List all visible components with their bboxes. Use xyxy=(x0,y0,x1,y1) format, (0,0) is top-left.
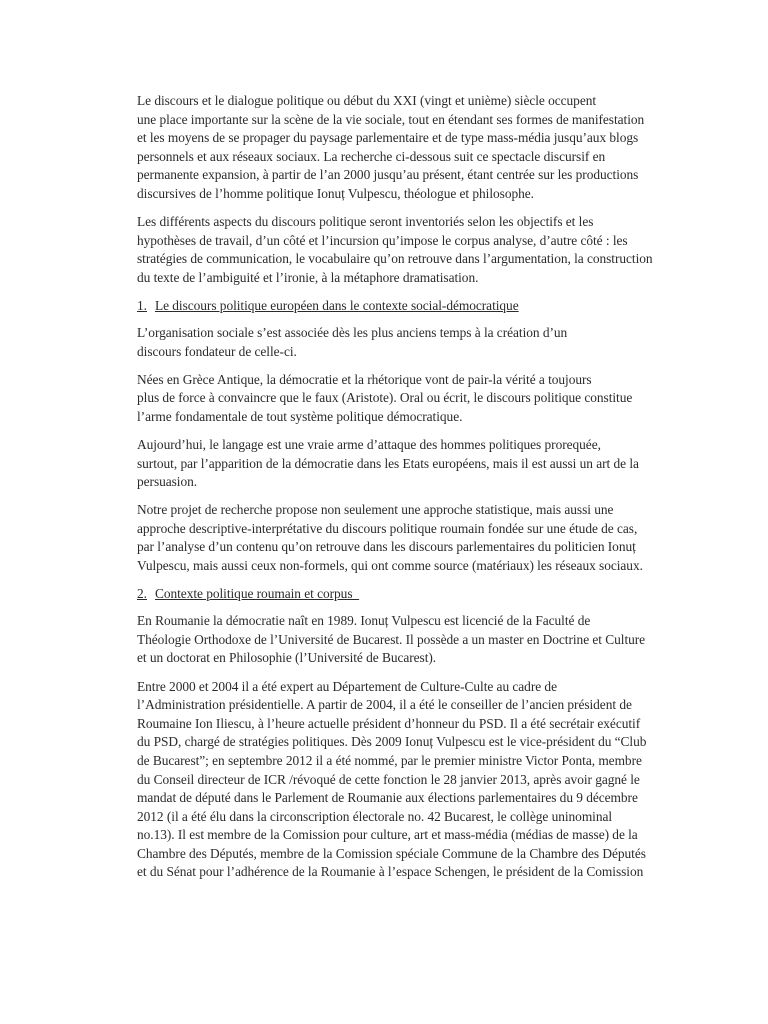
document-body xyxy=(116,92,659,892)
section-title: Le discours politique européen dans le contexte social-démocratique xyxy=(154,297,519,313)
text-line: Vulpescu, mais aussi ceux non-formels, qui ont comme source (matériaux) les réseaux sociaux. xyxy=(137,558,643,574)
section-number: 1. xyxy=(137,297,147,313)
text-line: et du Sénat pour l’adhérence de la Roumanie à l’espace Schengen, le président de la Comission xyxy=(137,864,644,880)
text-line: Aujourd’hui, le langage est une vraie arme d’attaque des hommes politiques prorequée, xyxy=(137,437,601,452)
text-line: de Bucarest”; en septembre 2012 il a été nommé, par le premier ministre Victor Ponta, membre xyxy=(137,752,642,768)
text-line: discursives de l’homme politique Ionuț Vulpescu, théologue et philosophe. xyxy=(137,185,534,201)
text-line: discours fondateur de celle-ci. xyxy=(137,343,297,359)
paragraph-langage xyxy=(116,436,659,492)
section-number: 2. xyxy=(137,586,147,602)
text-line: par l’analyse d’un contenu qu’on retrouve dans les discours parlementaires du politicien Ionuț xyxy=(137,539,636,555)
section-heading-2 xyxy=(116,585,659,604)
paragraph-roumanie xyxy=(116,612,659,668)
text-line: mandat de député dans le Parlement de Roumanie aux élections parlementaires du 9 décembre xyxy=(137,790,638,806)
text-line: permanente expansion, à partir de l’an 2000 jusqu’au présent, étant centrée sur les productions xyxy=(137,167,639,183)
text-line: Notre projet de recherche propose non seulement une approche statistique, mais aussi une xyxy=(137,502,614,518)
paragraph-projet xyxy=(116,501,659,575)
text-line: Le discours et le dialogue politique ou début du XXI (vingt et unième) siècle occupent xyxy=(137,93,597,108)
paragraph-grece xyxy=(116,371,659,427)
section-title: Contexte politique roumain et corpus xyxy=(154,586,360,602)
paragraph-aspects xyxy=(116,213,659,287)
text-line: Chambre des Députés, membre de la Comission spéciale Commune de la Chambre des Députés xyxy=(137,845,646,861)
text-line: une place importante sur la scène de la vie sociale, tout en étendant ses formes de manifestation xyxy=(137,111,645,127)
text-line: En Roumanie la démocratie naît en 1989. Ionuț Vulpescu est licencié de la Faculté de xyxy=(137,613,591,629)
text-line: Les différents aspects du discours politique seront inventoriés selon les objectifs et les xyxy=(137,214,594,230)
text-line: Nées en Grèce Antique, la démocratie et la rhétorique vont de pair-la vérité a toujours xyxy=(137,371,592,387)
text-line: et un doctorat en Philosophie (l’Université de Bucarest). xyxy=(137,650,437,666)
text-line: stratégies de communication, le vocabulaire qu’on retrouve dans l’argumentation, la construction xyxy=(137,251,653,267)
section-heading-1 xyxy=(116,297,659,316)
text-line: du PSD, chargé de stratégies politiques. Dès 2009 Ionuț Vulpescu est le vice-président du “Club xyxy=(137,734,647,750)
text-line: persuasion. xyxy=(137,474,198,490)
paragraph-intro xyxy=(116,92,659,204)
text-line: Entre 2000 et 2004 il a été expert au Département de Culture-Culte au cadre de xyxy=(137,678,557,694)
text-line: L’organisation sociale s’est associée dès les plus anciens temps à la création d’un xyxy=(137,325,568,341)
text-line: du texte de l’ambiguité et l’ironie, à la métaphore dramatisation. xyxy=(137,269,479,285)
text-line: l’Administration présidentielle. A partir de 2004, il a été le conseiller de l’ancien président de xyxy=(137,697,632,713)
text-line: l’arme fondamentale de tout système politique démocratique. xyxy=(137,408,463,424)
text-line: surtout, par l’apparition de la démocratie dans les Etats européens, mais il est aussi un art de la xyxy=(137,455,639,471)
text-line: plus de force à convaincre que le faux (Aristote). Oral ou écrit, le discours politique constitue xyxy=(137,390,633,406)
text-line: no.13). Il est membre de la Comission pour culture, art et mass-média (médias de masse) de la xyxy=(137,827,638,843)
paragraph-carriere xyxy=(116,678,659,883)
text-line: hypothèses de travail, d’un côté et l’incursion qu’impose le corpus analyse, d’autre côté : les xyxy=(137,232,628,248)
text-line: Théologie Orthodoxe de l’Université de Bucarest. Il possède a un master en Doctrine et Culture xyxy=(137,631,646,647)
text-line: 2012 (il a été élu dans la circonscription électorale no. 42 Bucarest, le collège uninominal xyxy=(137,808,613,824)
text-line: du Conseil directeur de ICR /révoqué de cette fonction le 28 janvier 2013, après avoir gagné le xyxy=(137,771,640,787)
paragraph-organisation xyxy=(116,324,659,361)
text-line: et les moyens de se propager du paysage parlementaire et de type mass-média jusqu’aux blogs xyxy=(137,130,639,146)
text-line: personnels et aux réseaux sociaux. La recherche ci-dessous suit ce spectacle discursif en xyxy=(137,148,606,164)
text-line: Roumaine Ion Iliescu, à l’heure actuelle président d’honneur du PSD. Il a été secrétair exécutif xyxy=(137,715,641,731)
text-line: approche descriptive-interprétative du discours politique roumain fondée sur une étude de cas, xyxy=(137,520,638,536)
